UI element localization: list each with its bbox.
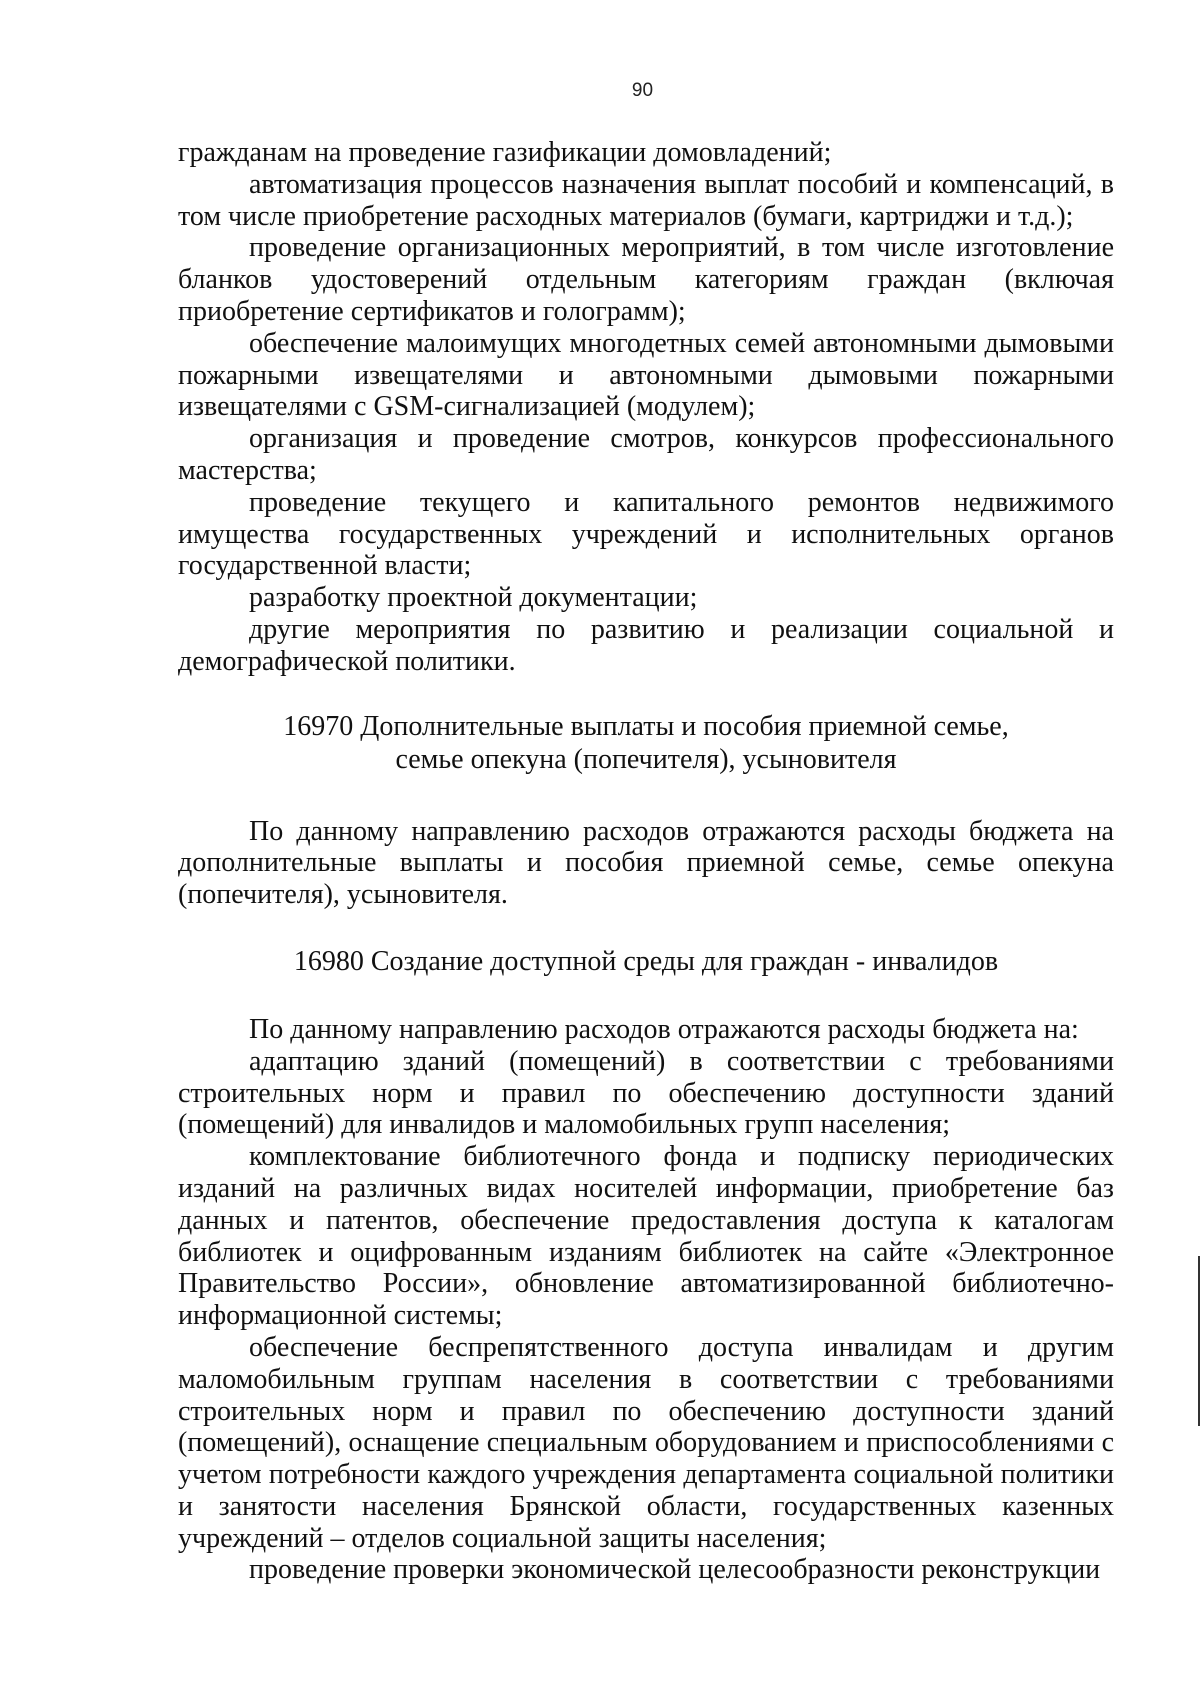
- paragraph: проведение текущего и капитального ремонтов недвижимого имущества государственных учреждений и исполнительных органов государственной власти;: [178, 486, 1114, 582]
- paragraph: адаптацию зданий (помещений) в соответствии с требованиями строительных норм и правил по обеспечению доступности зданий (помещений) для инвалидов и маломобильных групп населения;: [178, 1045, 1114, 1141]
- paragraph: другие мероприятия по развитию и реализации социальной и демографической политики.: [178, 613, 1114, 677]
- paragraph: По данному направлению расходов отражаются расходы бюджета на:: [249, 1013, 1079, 1045]
- section-heading-line: 16970 Дополнительные выплаты и пособия приемной семье,: [283, 710, 1009, 742]
- paragraph: обеспечение беспрепятственного доступа инвалидам и другим маломобильным группам населения в соответствии с требованиями строительных норм и правил по обеспечению доступности зданий (помещений), оснащение специальным оборудованием и приспособлениями с учетом потребности каждого учреждения департамента социальной политики и занятости населения Брянской области, государственных казенных учреждений – отделов социальной защиты населения;: [178, 1331, 1114, 1554]
- paragraph: гражданам на проведение газификации домовладений;: [178, 137, 832, 168]
- paragraph: организация и проведение смотров, конкурсов профессионального мастерства;: [178, 423, 1114, 486]
- paragraph: комплектование библиотечного фонда и подписку периодических изданий на различных видах носителей информации, приобретение баз данных и патентов, обеспечение предоставления доступа к каталогам библиотек и оцифрованным изданиям библиотек на сайте «Электронное Правительство России», обновление автоматизированной библиотечно-информационной системы;: [178, 1141, 1114, 1332]
- paragraph: По данному направлению расходов отражаются расходы бюджета на дополнительные выплаты и пособия приемной семье, семье опекуна (попечителя), усыновителя.: [178, 815, 1114, 911]
- paragraph: разработку проектной документации;: [249, 582, 698, 614]
- paragraph: автоматизация процессов назначения выплат пособий и компенсаций, в том числе приобретение расходных материалов (бумаги, картриджи и т.д.);: [178, 168, 1114, 232]
- page-number: 90: [631, 80, 654, 101]
- section-heading-16970: [178, 710, 1114, 776]
- section-heading-line: семье опекуна (попечителя), усыновителя: [395, 743, 897, 775]
- section-heading-16980: 16980 Создание доступной среды для граждан - инвалидов: [293, 945, 999, 977]
- document-body: [178, 137, 1114, 1586]
- paragraph: проведение проверки экономической целесообразности реконструкции: [249, 1554, 1101, 1586]
- paragraph: обеспечение малоимущих многодетных семей автономными дымовыми пожарными извещателями и автономными дымовыми пожарными извещателями с GSM-сигнализацией (модулем);: [178, 327, 1114, 423]
- paragraph: проведение организационных мероприятий, в том числе изготовление бланков удостоверений отдельным категориям граждан (включая приобретение сертификатов и голограмм);: [178, 232, 1114, 327]
